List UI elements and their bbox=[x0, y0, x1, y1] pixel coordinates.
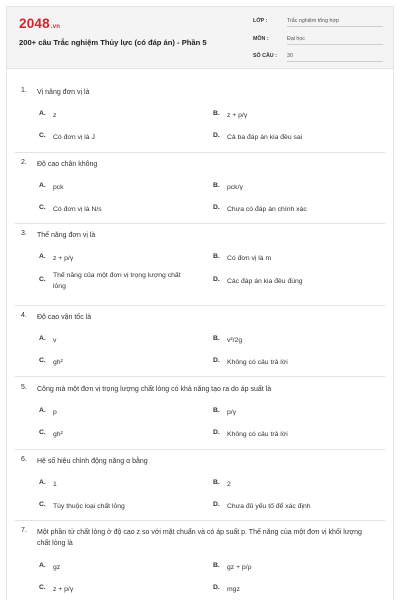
option-text: Chưa đủ yếu tố để xác định bbox=[227, 503, 311, 510]
option-text: Có đơn vị là N/s bbox=[53, 206, 102, 213]
meta-subject bbox=[253, 35, 385, 47]
logo-main: 2048 bbox=[19, 16, 50, 31]
option-letter: B. bbox=[213, 182, 220, 189]
option-letter: A. bbox=[39, 182, 46, 189]
option-text: v²/2g bbox=[227, 337, 243, 344]
option-text: gh² bbox=[53, 359, 63, 366]
divider bbox=[15, 520, 385, 521]
question-text: Độ cao chân không bbox=[37, 161, 98, 168]
option-letter: C. bbox=[39, 132, 46, 139]
option-text: 1 bbox=[53, 481, 57, 488]
option-letter: C. bbox=[39, 584, 46, 591]
option-text: Tùy thuộc loại chất lỏng bbox=[53, 503, 125, 510]
meta-value: Đại học bbox=[287, 36, 383, 45]
option-text: z + p/γ bbox=[227, 112, 248, 119]
option-letter: B. bbox=[213, 253, 220, 260]
question-number: 5. bbox=[21, 384, 27, 391]
option-letter: D. bbox=[213, 204, 220, 211]
option-text: Các đáp án kia đều đúng bbox=[227, 278, 303, 285]
meta-value: Trắc nghiệm tổng hợp bbox=[287, 18, 383, 27]
option-text: p/γ bbox=[227, 409, 237, 416]
option-letter: D. bbox=[213, 584, 220, 591]
option-letter: B. bbox=[213, 335, 220, 342]
meta-label: LỚP : bbox=[253, 18, 268, 24]
logo-suffix: .vn bbox=[50, 24, 61, 30]
option-text: Không có câu trả lời bbox=[227, 359, 288, 366]
option-text: z bbox=[53, 112, 57, 119]
meta-value: 30 bbox=[287, 53, 383, 62]
question-number: 1. bbox=[21, 87, 27, 94]
worksheet-page bbox=[6, 6, 394, 600]
option-text: gz + p/ρ bbox=[227, 564, 252, 571]
question-text: Vị năng đơn vị là bbox=[37, 89, 90, 96]
option-text: Không có câu trả lời bbox=[227, 431, 288, 438]
divider bbox=[15, 152, 385, 153]
question-number: 3. bbox=[21, 230, 27, 237]
worksheet-title: 200+ câu Trắc nghiệm Thủy lực (có đáp án) - Phần 5 bbox=[19, 38, 207, 47]
option-letter: D. bbox=[213, 357, 220, 364]
option-text: gz bbox=[53, 564, 61, 571]
option-text: pck bbox=[53, 184, 64, 191]
option-letter: C. bbox=[39, 276, 46, 283]
option-letter: A. bbox=[39, 407, 46, 414]
option-text: v bbox=[53, 337, 57, 344]
question-number: 2. bbox=[21, 159, 27, 166]
option-text: Có đơn vị là m bbox=[227, 255, 272, 262]
option-letter: A. bbox=[39, 253, 46, 260]
option-letter: A. bbox=[39, 479, 46, 486]
option-text: Thế năng của một đơn vị trọng lượng chất lỏng bbox=[53, 272, 181, 290]
question-text: Thế năng đơn vị là bbox=[37, 232, 96, 239]
question-text: Hệ số hiệu chỉnh động năng α bằng bbox=[37, 458, 148, 465]
option-text: Cả ba đáp án kia đều sai bbox=[227, 134, 303, 141]
option-letter: B. bbox=[213, 110, 220, 117]
option-text: gh² bbox=[53, 431, 63, 438]
question-number: 7. bbox=[21, 527, 27, 534]
option-letter: D. bbox=[213, 132, 220, 139]
divider bbox=[15, 376, 385, 377]
option-text: Chưa có đáp án chính xác bbox=[227, 206, 307, 213]
option-letter: C. bbox=[39, 204, 46, 211]
option-letter: B. bbox=[213, 407, 220, 414]
option-text: pck/γ bbox=[227, 184, 243, 191]
worksheet-header bbox=[7, 7, 393, 69]
option-letter: C. bbox=[39, 429, 46, 436]
divider bbox=[15, 223, 385, 224]
divider bbox=[15, 305, 385, 306]
option-text: z + p/γ bbox=[53, 255, 74, 262]
option-letter: D. bbox=[213, 276, 220, 283]
option-letter: B. bbox=[213, 479, 220, 486]
option-letter: B. bbox=[213, 562, 220, 569]
meta-class bbox=[253, 17, 385, 29]
option-letter: A. bbox=[39, 335, 46, 342]
meta-question-count bbox=[253, 52, 385, 64]
option-text: z + p/γ bbox=[53, 586, 74, 593]
question-number: 6. bbox=[21, 456, 27, 463]
question-text: Một phần tử chất lỏng ở độ cao z so với mặt chuẩn và có áp suất p. Thế năng của một đơn vị khối lượng chất lỏng là bbox=[37, 529, 362, 547]
option-text: mgz bbox=[227, 586, 240, 593]
option-letter: C. bbox=[39, 357, 46, 364]
question-text: Công mà một đơn vị trọng lượng chất lỏng có khả năng tạo ra do áp suất là bbox=[37, 386, 272, 393]
option-text: 2 bbox=[227, 481, 231, 488]
option-text: Có đơn vị là J bbox=[53, 134, 95, 141]
question-text: Độ cao vận tốc là bbox=[37, 314, 92, 321]
meta-label: SỐ CÂU : bbox=[253, 53, 277, 59]
option-letter: A. bbox=[39, 562, 46, 569]
option-text: p bbox=[53, 409, 57, 416]
site-logo[interactable] bbox=[19, 16, 60, 31]
divider bbox=[15, 449, 385, 450]
option-letter: D. bbox=[213, 429, 220, 436]
option-letter: A. bbox=[39, 110, 46, 117]
meta-label: MÔN : bbox=[253, 36, 269, 42]
option-letter: C. bbox=[39, 501, 46, 508]
option-letter: D. bbox=[213, 501, 220, 508]
question-number: 4. bbox=[21, 312, 27, 319]
